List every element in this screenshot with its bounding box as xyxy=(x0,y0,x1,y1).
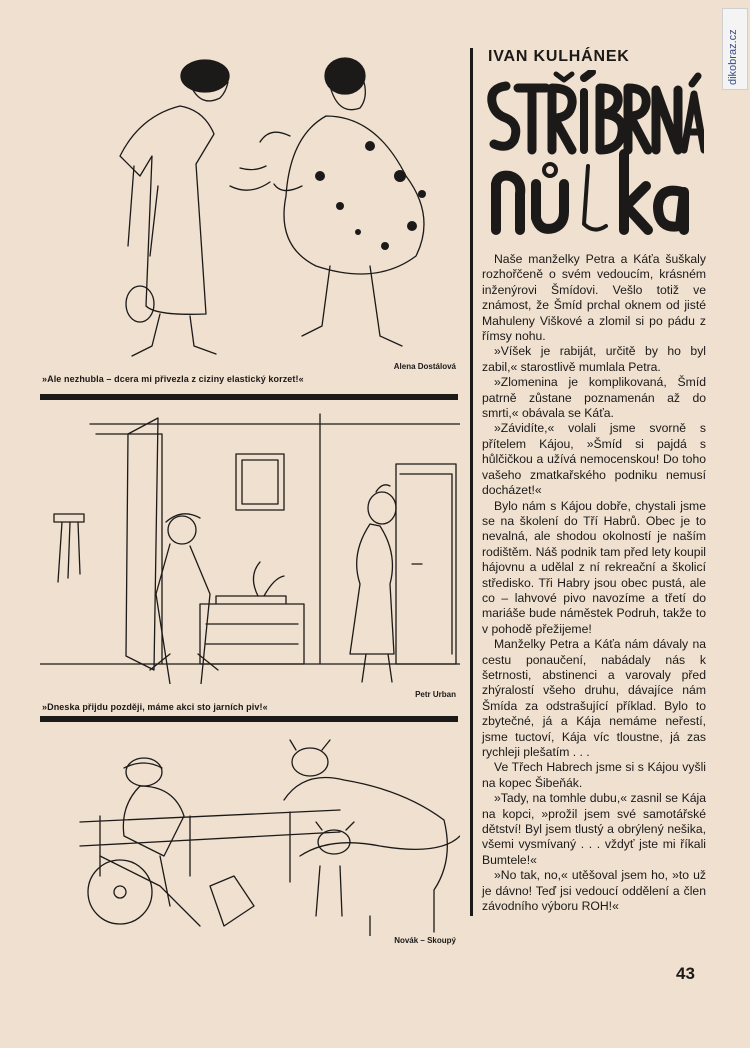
divider-2 xyxy=(40,716,458,722)
article xyxy=(482,48,708,914)
watermark-text: dikobraz.cz xyxy=(727,29,739,85)
cartoon-column xyxy=(40,36,460,945)
paragraph: »Zlomenina je komplikovaná, Šmíd patrně zůstane poznamenán až do smrti,« obávala se Káťa. xyxy=(482,375,706,421)
cartoon-2-credit: Petr Urban xyxy=(415,690,456,699)
divider-1 xyxy=(40,394,458,400)
paragraph: Ve Třech Habrech jsme si s Kájou vyšli na kopec Šibeňák. xyxy=(482,760,706,790)
cartoon-1-caption: »Ale nezhubla – dcera mi přivezla z ciziny elastický korzet!« xyxy=(42,374,304,384)
cartoon-1-drawing xyxy=(40,36,460,366)
cartoon-1-credit: Alena Dostálová xyxy=(393,362,456,371)
article-body xyxy=(482,252,706,914)
page-number: 43 xyxy=(676,964,695,983)
article-title-lettering xyxy=(484,70,704,240)
column-divider xyxy=(470,48,473,916)
cartoon-2-caption: »Dneska přijdu později, máme akci sto jarních piv!« xyxy=(42,702,268,712)
paragraph: »Víšek je rabiját, určitě by ho byl zabil,« starostlivě mumlala Petra. xyxy=(482,344,706,374)
cartoon-2 xyxy=(40,404,460,712)
paragraph: »Tady, na tomhle dubu,« zasnil se Kája na kopci, »prožil jsem své samotářské dětství! Byl jsem tlustý a obrýlený nešika, všemi vysmívaný . . . vždyť jste mi říkali Bumtele!« xyxy=(482,791,706,867)
cartoon-1 xyxy=(40,36,460,388)
cartoon-3-credit: Novák – Skoupý xyxy=(394,936,456,945)
paragraph: »No tak, no,« utěšoval jsem ho, »to už je dávno! Teď jsi vedoucí oddělení a člen závodního výboru ROH!« xyxy=(482,868,706,914)
cartoon-3-drawing xyxy=(40,726,460,936)
cartoon-2-drawing xyxy=(40,404,460,684)
paragraph: Naše manželky Petra a Káťa šuškaly rozhořčeně o svém vedoucím, krásném inženýrovi Šmídovi. Vešlo totiž ve známost, že Šmíd prchal oknem od jisté Mahuleny Viškové a zlomil si po pádu z římsy nohu. xyxy=(482,252,706,344)
paragraph: Bylo nám s Kájou dobře, chystali jsme se na školení do Tří Habrů. Obec je to nevalná, ale shodou okolností je naším rodištěm. Náš podnik tam před lety koupil hájovnu a udělal z ní rekreační a školicí středisko. Tři Habry jsou obec pustá, ale co – lahvové pivo navozíme a třetí do mariáše bude náměstek Podruh, takže to v pohodě přežijeme! xyxy=(482,498,706,636)
article-author: IVAN KULHÁNEK xyxy=(488,48,630,65)
cartoon-3 xyxy=(40,726,460,956)
paragraph: Manželky Petra a Káťa nám dávaly na cestu ponaučení, nabádaly nás k šetrnosti, abstinenci a varovaly před zhýralostí všeho druhu, dávajíce nám Šmída za odstrašující příklad. Bylo to zbytečné, já a Kája nemáme neřestí, jsme tuctoví, Kája víc tloustne, já zas rychleji plešatím . . . xyxy=(482,637,706,759)
paragraph: »Závidíte,« volali jsme svorně s přítelem Kájou, »Šmíd si pajdá s hůlčičkou a užívá nemocenskou! Do toho vašeho zmatkařského podniku nemusí docházet!« xyxy=(482,421,706,498)
watermark xyxy=(722,8,748,90)
